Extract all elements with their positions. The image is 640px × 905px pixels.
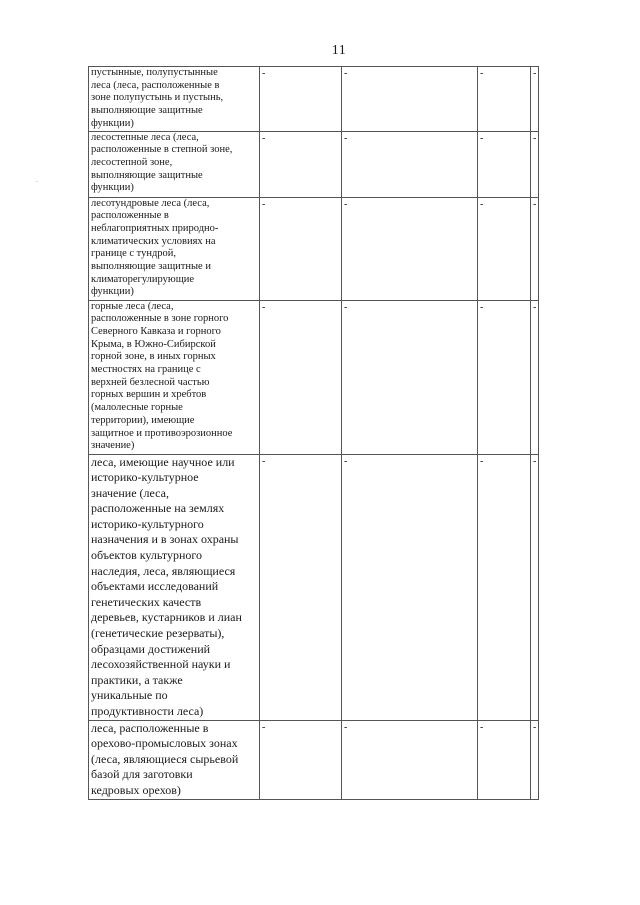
description-line: (леса, являющиеся сырьевой <box>91 751 239 766</box>
description-line: функции) <box>91 182 134 194</box>
description-line: объектами исследований <box>91 579 219 594</box>
description-line: пустынные, полупустынные <box>91 67 218 78</box>
value-cell-dash: - <box>478 300 531 454</box>
description-line: объектов культурного <box>91 548 203 563</box>
description-line: горных вершин и хребтов <box>91 389 207 401</box>
table-row <box>89 454 539 720</box>
forest-category-description <box>89 67 260 132</box>
description-line: расположенные в степной зоне, <box>91 144 233 156</box>
description-line: Крыма, в Южно-Сибирской <box>91 338 216 350</box>
margin-mark: . <box>36 176 38 184</box>
value-cell-dash: - <box>531 197 539 300</box>
value-cell-dash: - <box>531 454 539 720</box>
description-line: неблагоприятных природно- <box>91 222 219 234</box>
description-line: границе с тундрой, <box>91 248 177 260</box>
value-cell-dash: - <box>531 300 539 454</box>
description-line: историко-культурное <box>91 470 199 485</box>
value-cell-dash: - <box>531 720 539 799</box>
description-line: назначения и в зонах охраны <box>91 532 239 547</box>
description-line: лесостепные леса (леса, <box>91 131 199 143</box>
table-body <box>89 67 539 800</box>
table-row <box>89 300 539 454</box>
description-line: зоне полупустынь и пустынь, <box>91 92 224 104</box>
description-line: наследия, леса, являющиеся <box>91 563 236 578</box>
description-line: уникальные по <box>91 688 168 703</box>
description-line: лесотундровые леса (леса, <box>91 197 210 209</box>
description-line: Северного Кавказа и горного <box>91 325 221 337</box>
value-cell-dash: - <box>478 131 531 197</box>
forest-category-description <box>89 454 260 720</box>
table-row <box>89 67 539 132</box>
value-cell-dash: - <box>342 720 478 799</box>
description-line: леса (леса, расположенные в <box>91 79 220 91</box>
description-line: генетических качеств <box>91 594 202 609</box>
forest-category-description <box>89 300 260 454</box>
description-line: функции) <box>91 286 134 298</box>
description-line: выполняющие защитные <box>91 105 203 117</box>
description-line: выполняющие защитные <box>91 169 203 181</box>
value-cell-dash: - <box>531 67 539 132</box>
value-cell-dash: - <box>342 67 478 132</box>
description-line: лесостепной зоне, <box>91 156 173 168</box>
description-line: расположенные в <box>91 210 169 222</box>
forest-category-description <box>89 197 260 300</box>
description-line: климаторегулирующие <box>91 273 195 285</box>
description-line: горные леса (леса, <box>91 300 174 312</box>
value-cell-dash: - <box>342 454 478 720</box>
table-row <box>89 197 539 300</box>
description-line: функции) <box>91 117 134 129</box>
page-number: 11 <box>331 43 347 58</box>
description-line: значение) <box>91 440 135 452</box>
value-cell-dash: - <box>478 720 531 799</box>
value-cell-dash: - <box>260 197 342 300</box>
table-row <box>89 131 539 197</box>
description-line: леса, имеющие научное или <box>91 454 235 469</box>
value-cell-dash: - <box>342 197 478 300</box>
value-cell-dash: - <box>342 131 478 197</box>
table-row <box>89 720 539 799</box>
description-line: расположенные в зоне горного <box>91 313 229 325</box>
description-line: практики, а также <box>91 672 183 687</box>
forest-category-table <box>88 66 539 800</box>
description-line: леса, расположенные в <box>91 720 209 735</box>
description-line: значение (леса, <box>91 485 169 500</box>
forest-category-description <box>89 720 260 799</box>
description-line: защитное и противоэрозионное <box>91 427 233 439</box>
description-line: лесохозяйственной науки и <box>91 657 231 672</box>
value-cell-dash: - <box>260 67 342 132</box>
value-cell-dash: - <box>478 197 531 300</box>
description-line: территории), имеющие <box>91 414 195 426</box>
value-cell-dash: - <box>342 300 478 454</box>
value-cell-dash: - <box>531 131 539 197</box>
value-cell-dash: - <box>260 720 342 799</box>
description-line: образцами достижений <box>91 641 211 656</box>
value-cell-dash: - <box>260 131 342 197</box>
description-line: кедровых орехов) <box>91 782 181 797</box>
forest-category-description <box>89 131 260 197</box>
description-line: базой для заготовки <box>91 767 193 782</box>
description-line: климатических условиях на <box>91 235 216 247</box>
value-cell-dash: - <box>260 454 342 720</box>
value-cell-dash: - <box>478 454 531 720</box>
description-line: верхней безлесной частью <box>91 376 210 388</box>
description-line: историко-культурного <box>91 516 204 531</box>
description-line: орехово-промысловых зонах <box>91 736 238 751</box>
value-cell-dash: - <box>260 300 342 454</box>
description-line: выполняющие защитные и <box>91 261 211 273</box>
description-line: расположенные на землях <box>91 501 225 516</box>
description-line: (малолесные горные <box>91 402 183 414</box>
description-line: горной зоне, в иных горных <box>91 351 216 363</box>
description-line: местностях на границе с <box>91 364 201 376</box>
description-line: деревьев, кустарников и лиан <box>91 610 242 625</box>
description-line: продуктивности леса) <box>91 704 204 719</box>
description-line: (генетические резерваты), <box>91 626 225 641</box>
value-cell-dash: - <box>478 67 531 132</box>
